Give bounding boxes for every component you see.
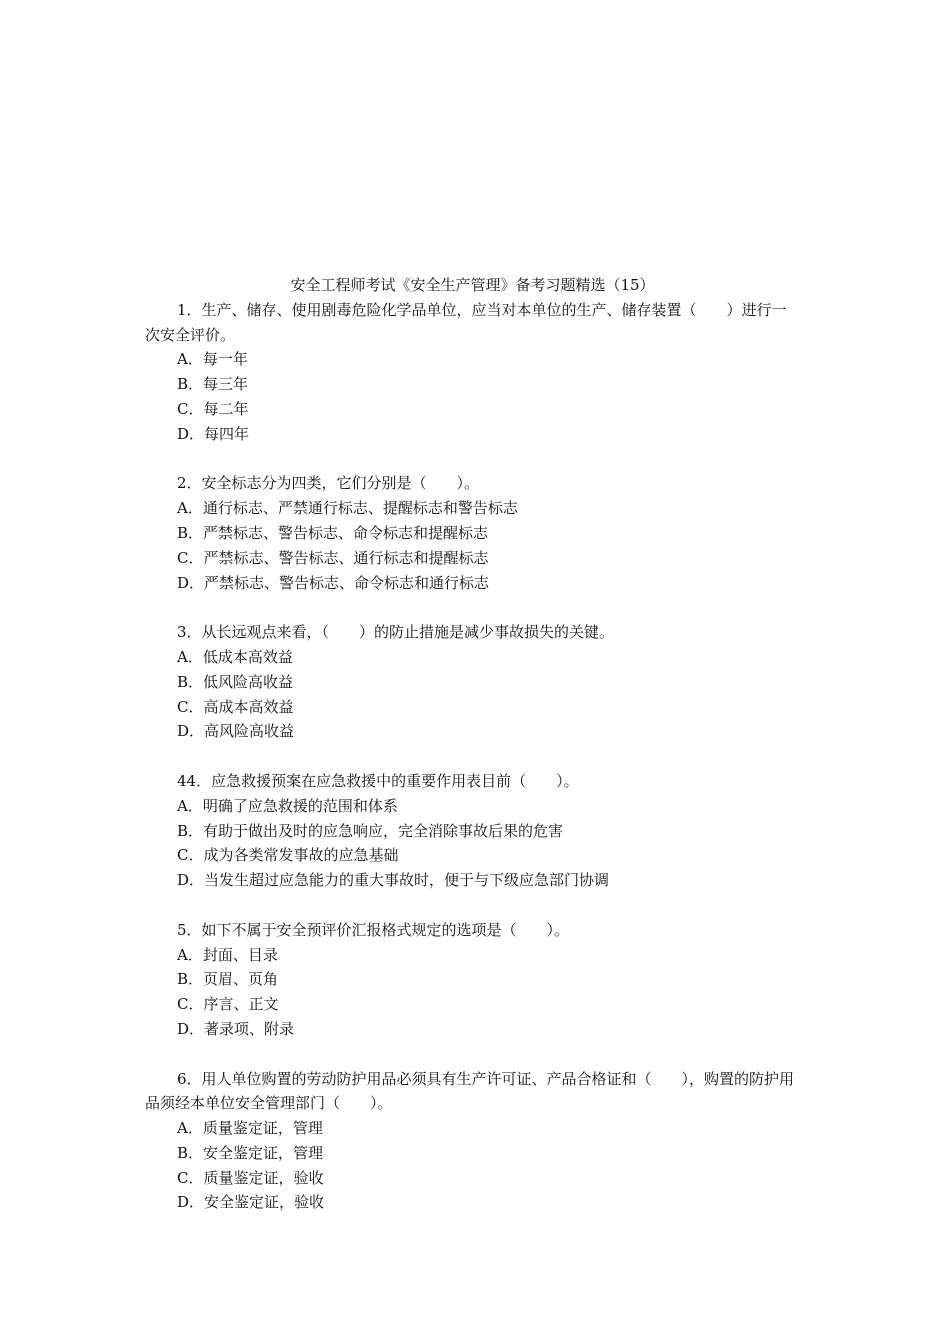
document-body <box>145 273 800 1215</box>
option-b: B．有助于做出及时的应急响应，完全消除事故后果的危害 <box>177 821 564 840</box>
question-2 <box>145 471 800 595</box>
option-d: D．著录项、附录 <box>177 1019 295 1038</box>
question-stem: 6．用人单位购置的劳动防护用品必须具有生产许可证、产品合格证和（ ），购置的防护用品须经本单位安全管理部门（ ）。 <box>145 1069 795 1113</box>
option-a: A．封面、目录 <box>177 945 278 964</box>
question-6 <box>145 1067 800 1216</box>
option-b: B．每三年 <box>177 375 249 394</box>
option-c: C．序言、正文 <box>177 995 279 1014</box>
question-4 <box>145 769 800 893</box>
question-5 <box>145 918 800 1042</box>
question-stem: 44．应急救援预案在应急救援中的重要作用表目前（ ）。 <box>177 771 579 790</box>
option-b: B．严禁标志、警告标志、命令标志和提醒标志 <box>177 523 489 542</box>
option-a: A．每一年 <box>177 350 248 369</box>
option-d: D．当发生超过应急能力的重大事故时，便于与下级应急部门协调 <box>177 871 610 890</box>
option-c: C．每二年 <box>177 399 249 418</box>
option-c: C．质量鉴定证，验收 <box>177 1168 324 1187</box>
option-b: B．低风险高收益 <box>177 672 294 691</box>
option-c: C．高成本高效益 <box>177 697 294 716</box>
option-d: D．安全鉴定证，验收 <box>177 1193 325 1212</box>
option-b: B．安全鉴定证，管理 <box>177 1143 324 1162</box>
option-b: B．页眉、页角 <box>177 970 279 989</box>
option-a: A．低成本高效益 <box>177 647 293 666</box>
spacer <box>145 893 800 918</box>
question-stem: 1．生产、储存、使用剧毒危险化学品单位，应当对本单位的生产、储存装置（ ）进行一次安全评价。 <box>145 300 787 344</box>
document-title: 安全工程师考试《安全生产管理》备考习题精选（15） <box>290 276 655 294</box>
spacer <box>145 1042 800 1067</box>
option-d: D．每四年 <box>177 424 250 443</box>
option-a: A．通行标志、严禁通行标志、提醒标志和警告标志 <box>177 499 518 518</box>
option-c: C．成为各类常发事故的应急基础 <box>177 846 399 865</box>
spacer <box>145 447 800 472</box>
option-a: A．质量鉴定证，管理 <box>177 1119 323 1138</box>
question-1 <box>145 298 800 447</box>
option-c: C．严禁标志、警告标志、通行标志和提醒标志 <box>177 548 489 567</box>
option-d: D．高风险高收益 <box>177 722 295 741</box>
spacer <box>145 595 800 620</box>
question-stem: 2．安全标志分为四类，它们分别是（ ）。 <box>177 474 480 493</box>
spacer <box>145 744 800 769</box>
question-stem: 5．如下不属于安全预评价汇报格式规定的选项是（ ）。 <box>177 920 570 939</box>
question-3 <box>145 620 800 744</box>
question-stem: 3．从长远观点来看，（ ）的防止措施是减少事故损失的关键。 <box>177 623 615 642</box>
option-d: D．严禁标志、警告标志、命令标志和通行标志 <box>177 573 490 592</box>
option-a: A．明确了应急救援的范围和体系 <box>177 796 398 815</box>
